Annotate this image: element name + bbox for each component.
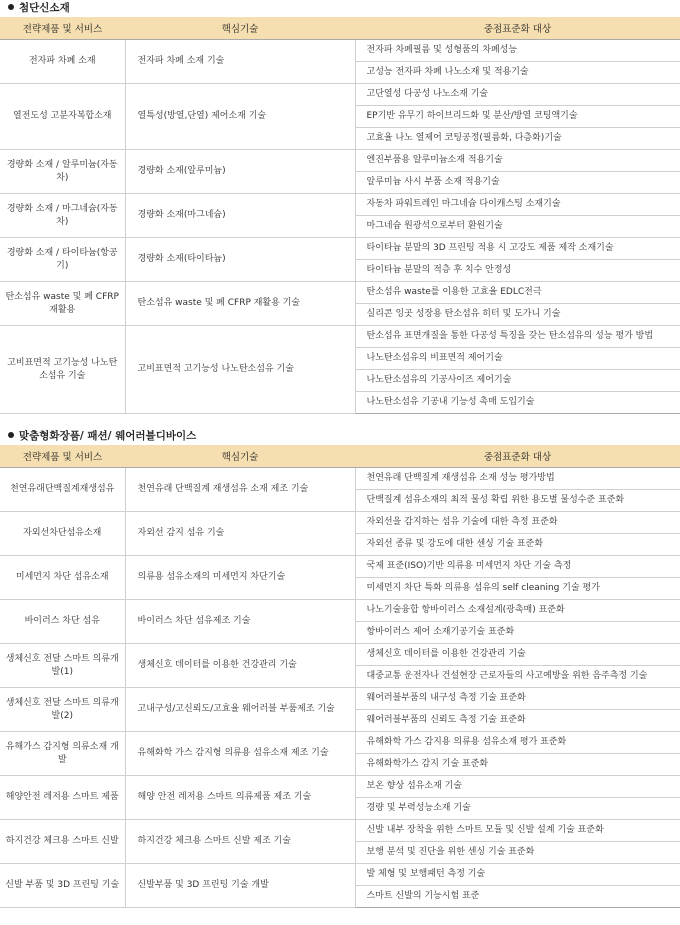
- section-2-table: [0, 445, 680, 908]
- tech-cell: 신발부품 및 3D 프린팅 기술 개발: [125, 864, 355, 908]
- target-cell: 항바이러스 제어 소재기공기술 표준화: [355, 622, 680, 644]
- target-cell: 자외선 종류 및 강도에 대한 센싱 기술 표준화: [355, 534, 680, 556]
- target-cell: 고성능 전자파 차폐 나노소재 및 적용기술: [355, 62, 680, 84]
- target-cell: 단백질계 섬유소재의 최적 물성 확립 위한 용도별 물성수준 표준화: [355, 490, 680, 512]
- table-row: [0, 468, 680, 490]
- product-cell: 경량화 소재 / 마그네슘(자동차): [0, 194, 125, 238]
- table-row: [0, 864, 680, 886]
- product-cell: 생체신호 전달 스마트 의류개발(1): [0, 644, 125, 688]
- section-2-title: 맞춤형화장품/ 패션/ 웨어러블디바이스: [0, 428, 680, 445]
- table-header-row: [0, 445, 680, 468]
- product-cell: 미세먼지 차단 섬유소재: [0, 556, 125, 600]
- target-cell: 대중교통 운전자나 건설현장 근로자들의 사고예방을 위한 음주측정 기술: [355, 666, 680, 688]
- header-product: 전략제품 및 서비스: [0, 445, 125, 468]
- target-cell: 나노탄소섬유의 기공사이즈 제어기술: [355, 370, 680, 392]
- product-cell: 신발 부품 및 3D 프린팅 기술: [0, 864, 125, 908]
- tech-cell: 열특성(방열,단열) 제어소재 기술: [125, 84, 355, 150]
- target-cell: 경량 및 부력성능소재 기술: [355, 798, 680, 820]
- product-cell: 경량화 소재 / 알루미늄(자동차): [0, 150, 125, 194]
- table-row: [0, 194, 680, 216]
- target-cell: 발 체형 및 보행패턴 측정 기술: [355, 864, 680, 886]
- target-cell: 나노탄소섬유 기공내 기능성 촉매 도입기술: [355, 392, 680, 414]
- product-cell: 해양안전 레저용 스마트 제품: [0, 776, 125, 820]
- target-cell: 웨어러블부품의 내구성 측정 기술 표준화: [355, 688, 680, 710]
- target-cell: 마그네슘 원광석으로부터 환원기술: [355, 216, 680, 238]
- target-cell: 유해화학가스 감지 기술 표준화: [355, 754, 680, 776]
- target-cell: 나노탄소섬유의 비표면적 제어기술: [355, 348, 680, 370]
- header-product: 전략제품 및 서비스: [0, 17, 125, 40]
- target-cell: 알루미늄 사시 부품 소재 적용기술: [355, 172, 680, 194]
- product-cell: 유해가스 감지형 의류소재 개발: [0, 732, 125, 776]
- table-row: [0, 150, 680, 172]
- table-row: [0, 732, 680, 754]
- target-cell: 보온 향상 섬유소재 기술: [355, 776, 680, 798]
- product-cell: 경량화 소재 / 타이타늄(항공기): [0, 238, 125, 282]
- tech-cell: 유해화학 가스 감지형 의류용 섬유소재 제조 기술: [125, 732, 355, 776]
- header-targets: 중점표준화 대상: [355, 17, 680, 40]
- product-cell: 열전도성 고분자복합소재: [0, 84, 125, 150]
- target-cell: 웨어러블부품의 신뢰도 측정 기술 표준화: [355, 710, 680, 732]
- table-row: [0, 84, 680, 106]
- target-cell: 천연유래 단백질계 재생섬유 소재 성능 평가방법: [355, 468, 680, 490]
- tech-cell: 경량화 소재(마그네슘): [125, 194, 355, 238]
- tech-cell: 바이러스 차단 섬유제조 기술: [125, 600, 355, 644]
- product-cell: 바이러스 차단 섬유: [0, 600, 125, 644]
- target-cell: 자외선을 감지하는 섬유 기술에 대한 측정 표준화: [355, 512, 680, 534]
- tech-cell: 생체신호 데이터를 이용한 건강관리 기술: [125, 644, 355, 688]
- target-cell: 국제 표준(ISO)기반 의류용 미세먼지 차단 기술 측정: [355, 556, 680, 578]
- table-row: [0, 512, 680, 534]
- target-cell: 타이타늄 분말의 3D 프린팅 적용 시 고강도 제품 제작 소재기술: [355, 238, 680, 260]
- target-cell: 신발 내부 장착을 위한 스마트 모듈 및 신발 설계 기술 표준화: [355, 820, 680, 842]
- table-row: [0, 688, 680, 710]
- product-cell: 하지건강 체크용 스마트 신발: [0, 820, 125, 864]
- target-cell: 나노기술융합 항바이러스 소재설계(광촉매) 표준화: [355, 600, 680, 622]
- table-row: [0, 556, 680, 578]
- target-cell: 탄소섬유 waste를 이용한 고효율 EDLC전극: [355, 282, 680, 304]
- table-row: [0, 820, 680, 842]
- tech-cell: 해양 안전 레저용 스마트 의류제품 제조 기술: [125, 776, 355, 820]
- tech-cell: 경량화 소재(타이타늄): [125, 238, 355, 282]
- tech-cell: 경량화 소재(알루미늄): [125, 150, 355, 194]
- product-cell: 자외선차단섬유소재: [0, 512, 125, 556]
- table-row: [0, 282, 680, 304]
- bullet-icon: [8, 432, 14, 438]
- bullet-icon: [8, 4, 14, 10]
- tech-cell: 의류용 섬유소재의 미세먼지 차단기술: [125, 556, 355, 600]
- target-cell: 고효율 나노 열제어 코팅공정(필름화, 다층화)기술: [355, 128, 680, 150]
- product-cell: 고비표면적 고기능성 나노탄소섬유 기술: [0, 326, 125, 414]
- product-cell: 천연유래단백질계재생섬유: [0, 468, 125, 512]
- header-tech: 핵심기술: [125, 445, 355, 468]
- target-cell: 자동차 파워트레인 마그네슘 다이캐스팅 소재기술: [355, 194, 680, 216]
- section-2-body: [0, 468, 680, 908]
- target-cell: EP기반 유무기 하이브리드화 및 분산/방열 코팅액기술: [355, 106, 680, 128]
- target-cell: 전자파 차폐필름 및 성형품의 차폐성능: [355, 40, 680, 62]
- target-cell: 스마트 신발의 기능시험 표준: [355, 886, 680, 908]
- section-1-table: [0, 17, 680, 414]
- target-cell: 탄소섬유 표면개질을 통한 다공성 특징을 갖는 탄소섬유의 성능 평가 방법: [355, 326, 680, 348]
- table-row: [0, 40, 680, 62]
- tech-cell: 자외선 감지 섬유 기술: [125, 512, 355, 556]
- target-cell: 실리콘 잉곳 성장용 탄소섬유 히터 및 도가니 기술: [355, 304, 680, 326]
- target-cell: 유해화학 가스 감지용 의류용 섬유소재 평가 표준화: [355, 732, 680, 754]
- table-row: [0, 776, 680, 798]
- section-1-title: 첨단신소재: [0, 0, 680, 17]
- product-cell: 탄소섬유 waste 및 폐 CFRP 재활용: [0, 282, 125, 326]
- tech-cell: 고내구성/고신뢰도/고효율 웨어러블 부품제조 기술: [125, 688, 355, 732]
- product-cell: 생체신호 전달 스마트 의류개발(2): [0, 688, 125, 732]
- target-cell: 미세먼지 차단 특화 의류용 섬유의 self cleaning 기술 평가: [355, 578, 680, 600]
- table-row: [0, 600, 680, 622]
- table-row: [0, 238, 680, 260]
- section-gap: [0, 414, 680, 428]
- section-2: [0, 428, 680, 908]
- tech-cell: 하지건강 체크용 스마트 신발 제조 기술: [125, 820, 355, 864]
- header-tech: 핵심기술: [125, 17, 355, 40]
- section-1-body: [0, 40, 680, 414]
- section-1: [0, 0, 680, 414]
- target-cell: 생체신호 데이터를 이용한 건강관리 기술: [355, 644, 680, 666]
- tech-cell: 천연유래 단백질계 재생섬유 소재 제조 기술: [125, 468, 355, 512]
- target-cell: 고단열성 다공성 나노소재 기술: [355, 84, 680, 106]
- target-cell: 엔진부품용 알루미늄소재 적용기술: [355, 150, 680, 172]
- tech-cell: 고비표면적 고기능성 나노탄소섬유 기술: [125, 326, 355, 414]
- table-header-row: [0, 17, 680, 40]
- target-cell: 타이타늄 분말의 적층 후 치수 안정성: [355, 260, 680, 282]
- product-cell: 전자파 차폐 소재: [0, 40, 125, 84]
- target-cell: 보행 분석 및 진단을 위한 센싱 기술 표준화: [355, 842, 680, 864]
- tech-cell: 전자파 차폐 소재 기술: [125, 40, 355, 84]
- table-row: [0, 326, 680, 348]
- tech-cell: 탄소섬유 waste 및 폐 CFRP 재활용 기술: [125, 282, 355, 326]
- header-targets: 중점표준화 대상: [355, 445, 680, 468]
- table-row: [0, 644, 680, 666]
